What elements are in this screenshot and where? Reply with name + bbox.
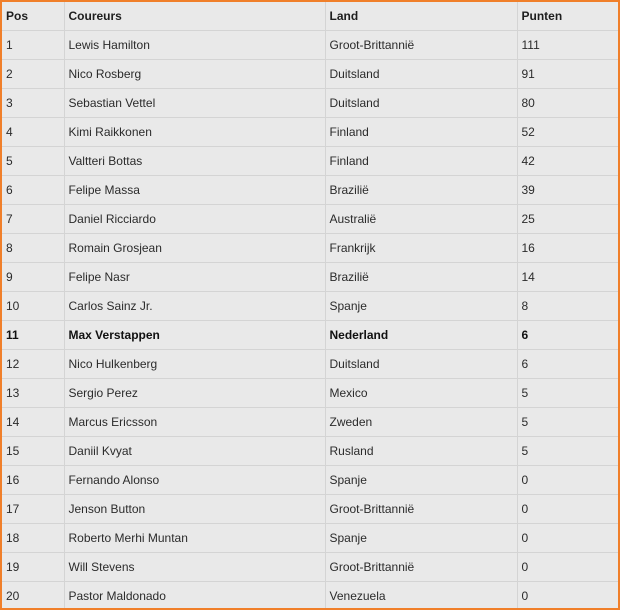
cell-pos: 20 [2, 582, 64, 610]
cell-pos: 10 [2, 292, 64, 321]
cell-points: 42 [517, 147, 618, 176]
cell-pos: 4 [2, 118, 64, 147]
cell-pos: 9 [2, 263, 64, 292]
table-body [2, 31, 618, 610]
cell-country: Mexico [325, 379, 517, 408]
table-row [2, 321, 618, 350]
cell-country: Duitsland [325, 60, 517, 89]
table-row [2, 89, 618, 118]
table-row [2, 234, 618, 263]
cell-driver: Sebastian Vettel [64, 89, 325, 118]
table-row [2, 524, 618, 553]
cell-pos: 17 [2, 495, 64, 524]
cell-pos: 3 [2, 89, 64, 118]
cell-points: 111 [517, 31, 618, 60]
cell-pos: 16 [2, 466, 64, 495]
cell-pos: 18 [2, 524, 64, 553]
cell-driver: Jenson Button [64, 495, 325, 524]
cell-driver: Nico Hulkenberg [64, 350, 325, 379]
header-country: Land [325, 2, 517, 31]
header-driver: Coureurs [64, 2, 325, 31]
cell-points: 52 [517, 118, 618, 147]
cell-pos: 13 [2, 379, 64, 408]
table-row [2, 31, 618, 60]
cell-pos: 8 [2, 234, 64, 263]
cell-pos: 2 [2, 60, 64, 89]
cell-points: 5 [517, 379, 618, 408]
table-row [2, 553, 618, 582]
cell-country: Finland [325, 118, 517, 147]
header-pos: Pos [2, 2, 64, 31]
cell-country: Australië [325, 205, 517, 234]
cell-pos: 19 [2, 553, 64, 582]
cell-points: 0 [517, 524, 618, 553]
table-row [2, 176, 618, 205]
cell-driver: Kimi Raikkonen [64, 118, 325, 147]
cell-pos: 12 [2, 350, 64, 379]
table-row [2, 437, 618, 466]
table-row [2, 147, 618, 176]
table-row [2, 408, 618, 437]
cell-country: Venezuela [325, 582, 517, 610]
cell-points: 5 [517, 408, 618, 437]
cell-pos: 7 [2, 205, 64, 234]
table-header [2, 2, 618, 31]
table-row [2, 205, 618, 234]
cell-country: Spanje [325, 466, 517, 495]
cell-country: Duitsland [325, 350, 517, 379]
cell-country: Brazilië [325, 263, 517, 292]
cell-points: 5 [517, 437, 618, 466]
cell-driver: Sergio Perez [64, 379, 325, 408]
cell-driver: Carlos Sainz Jr. [64, 292, 325, 321]
cell-country: Rusland [325, 437, 517, 466]
cell-country: Nederland [325, 321, 517, 350]
header-row [2, 2, 618, 31]
cell-points: 39 [517, 176, 618, 205]
cell-country: Spanje [325, 524, 517, 553]
cell-driver: Pastor Maldonado [64, 582, 325, 610]
cell-points: 0 [517, 466, 618, 495]
table-row [2, 292, 618, 321]
cell-points: 91 [517, 60, 618, 89]
cell-driver: Nico Rosberg [64, 60, 325, 89]
cell-points: 0 [517, 495, 618, 524]
cell-pos: 11 [2, 321, 64, 350]
cell-country: Brazilië [325, 176, 517, 205]
cell-driver: Lewis Hamilton [64, 31, 325, 60]
cell-driver: Romain Grosjean [64, 234, 325, 263]
table-row [2, 379, 618, 408]
cell-points: 6 [517, 321, 618, 350]
cell-country: Groot-Brittannië [325, 31, 517, 60]
table-row [2, 582, 618, 610]
cell-driver: Daniil Kvyat [64, 437, 325, 466]
cell-points: 0 [517, 582, 618, 610]
table-row [2, 466, 618, 495]
cell-country: Frankrijk [325, 234, 517, 263]
cell-country: Zweden [325, 408, 517, 437]
table-row [2, 495, 618, 524]
cell-country: Finland [325, 147, 517, 176]
cell-points: 8 [517, 292, 618, 321]
header-points: Punten [517, 2, 618, 31]
table-row [2, 60, 618, 89]
cell-points: 80 [517, 89, 618, 118]
cell-driver: Will Stevens [64, 553, 325, 582]
cell-driver: Fernando Alonso [64, 466, 325, 495]
cell-country: Groot-Brittannië [325, 553, 517, 582]
table-row [2, 118, 618, 147]
cell-country: Duitsland [325, 89, 517, 118]
cell-driver: Felipe Massa [64, 176, 325, 205]
cell-pos: 15 [2, 437, 64, 466]
cell-pos: 5 [2, 147, 64, 176]
cell-points: 16 [517, 234, 618, 263]
cell-points: 14 [517, 263, 618, 292]
cell-country: Groot-Brittannië [325, 495, 517, 524]
cell-country: Spanje [325, 292, 517, 321]
cell-pos: 6 [2, 176, 64, 205]
cell-pos: 1 [2, 31, 64, 60]
cell-driver: Valtteri Bottas [64, 147, 325, 176]
cell-driver: Roberto Merhi Muntan [64, 524, 325, 553]
cell-driver: Max Verstappen [64, 321, 325, 350]
driver-standings-table [2, 2, 618, 610]
cell-pos: 14 [2, 408, 64, 437]
table-row [2, 263, 618, 292]
cell-driver: Marcus Ericsson [64, 408, 325, 437]
cell-points: 0 [517, 553, 618, 582]
table-row [2, 350, 618, 379]
cell-points: 6 [517, 350, 618, 379]
cell-driver: Daniel Ricciardo [64, 205, 325, 234]
cell-points: 25 [517, 205, 618, 234]
cell-driver: Felipe Nasr [64, 263, 325, 292]
